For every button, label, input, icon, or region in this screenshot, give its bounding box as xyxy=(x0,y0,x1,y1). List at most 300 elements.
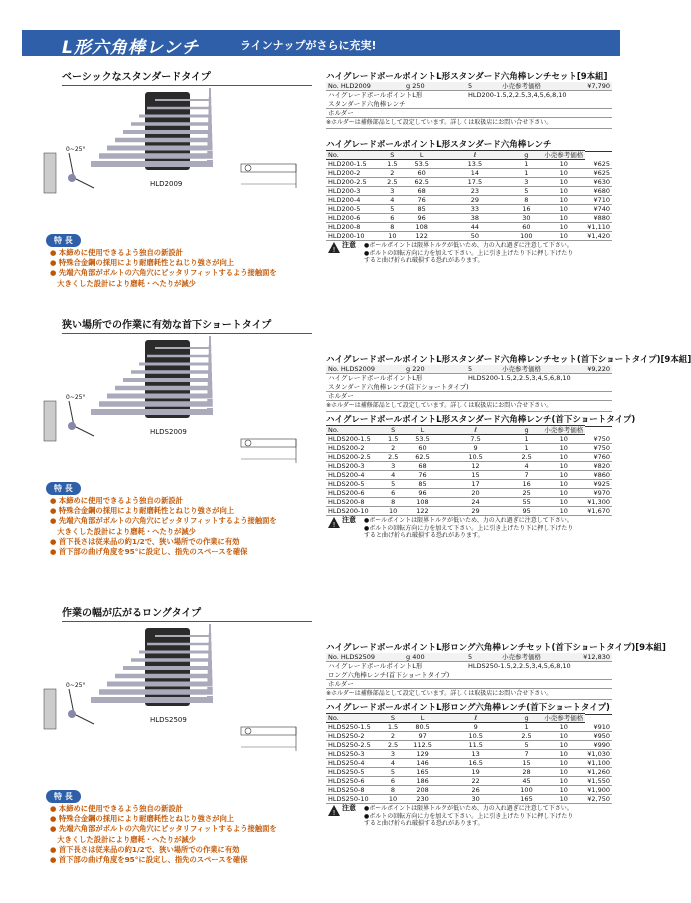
set-note: ※ホルダーは補修部品として設定しています。詳しくは取扱店にお問い合せ下さい。 xyxy=(326,118,612,129)
feature-item: ● 首下長さは従来品の約1/2で、狭い場所での作業に有効 xyxy=(50,536,240,546)
table-row xyxy=(326,750,612,759)
set-note: ※ホルダーは補修部品として設定しています。詳しくは取扱店にお問い合せ下さい。 xyxy=(326,401,612,412)
set-qty: 5 xyxy=(468,365,473,373)
table-row xyxy=(326,768,612,777)
table-cell: HLDS250-4 xyxy=(326,759,381,768)
table-cell: ¥680 xyxy=(585,187,612,196)
set-contents: HLDS250-1.5,2,2.5,3,4,5,6,8,10 xyxy=(468,662,571,670)
table-cell: 6 xyxy=(381,489,404,498)
table-cell: 13 xyxy=(441,750,511,759)
col-header: ℓ xyxy=(441,714,511,723)
table-cell: 10 xyxy=(542,777,585,786)
table-cell: 10 xyxy=(542,471,585,480)
table-row xyxy=(326,444,612,453)
table-cell: HLDS200-5 xyxy=(326,480,381,489)
col-header: 小売参考価格 xyxy=(542,426,585,435)
table-cell: 3 xyxy=(381,462,404,471)
table-cell: 122 xyxy=(404,232,439,241)
table-cell: HLD200-3 xyxy=(326,187,381,196)
table-cell: 10 xyxy=(381,232,404,241)
table-cell: ¥1,110 xyxy=(587,223,610,231)
dimension-drawing xyxy=(236,433,316,475)
table-row xyxy=(326,232,612,241)
table-cell: 10 xyxy=(542,453,585,462)
set-number: No. HLD2009 xyxy=(328,82,371,90)
table-cell: 53.5 xyxy=(404,160,439,169)
table-cell: 96 xyxy=(404,214,439,223)
table-cell: HLDS250-5 xyxy=(326,768,381,777)
price-label: 小売参考価格 xyxy=(502,82,541,90)
table-cell: ¥750 xyxy=(585,444,612,453)
feature-badge: 特 長 xyxy=(46,482,81,495)
table-row xyxy=(326,187,612,196)
table-cell: 2 xyxy=(381,169,404,178)
set-desc1: ハイグレードボールポイントL形 xyxy=(328,91,423,99)
table-cell: 2 xyxy=(381,444,404,453)
wrench-set-image xyxy=(90,332,240,427)
table-header xyxy=(326,714,612,723)
table-cell: 5 xyxy=(381,480,404,489)
table-cell: ¥760 xyxy=(585,453,612,462)
table-cell: 4 xyxy=(381,471,404,480)
table-cell: 8 xyxy=(381,786,404,795)
caution-icon xyxy=(328,805,340,818)
table-cell: HLDS250-1.5 xyxy=(326,723,381,732)
table-cell: HLD200-6 xyxy=(326,214,381,223)
feature-item: 大きくした設計により磨耗・へたりが減少 xyxy=(57,834,196,844)
table-cell: ¥990 xyxy=(585,741,612,750)
table-cell: 38 xyxy=(439,214,510,223)
col-header: g xyxy=(511,714,542,723)
page-subtitle: ラインナップがさらに充実! xyxy=(240,39,377,52)
set-price: ¥9,220 xyxy=(587,365,610,373)
table-cell: 10 xyxy=(542,750,585,759)
table-cell: ¥750 xyxy=(585,435,612,444)
table-row xyxy=(326,196,612,205)
table-cell: 108 xyxy=(405,498,440,507)
table-cell: 230 xyxy=(405,795,441,804)
table-cell: 100 xyxy=(511,786,542,795)
table-cell: ¥860 xyxy=(585,471,612,480)
set-price: ¥12,830 xyxy=(583,653,610,661)
table-cell: 24 xyxy=(440,498,511,507)
feature-item: ● 特殊合金鋼の採用により耐磨耗性とねじり強さが向上 xyxy=(50,258,235,268)
set-contents: HLDS200-1.5,2,2.5,3,4,5,6,8,10 xyxy=(468,374,571,382)
table-wrap xyxy=(326,150,612,241)
col-header: g xyxy=(511,151,543,160)
table-cell: ¥1,300 xyxy=(587,498,610,506)
table-cell: 10 xyxy=(542,759,585,768)
table-cell: 8 xyxy=(381,498,404,507)
table-cell: HLD200-2 xyxy=(326,169,381,178)
table-cell: 10.5 xyxy=(440,453,511,462)
angle-diagram xyxy=(44,684,104,736)
feature-badge: 特 長 xyxy=(46,790,81,803)
table-cell: ¥1,100 xyxy=(587,759,610,767)
table-cell: 9 xyxy=(440,444,511,453)
table-cell: ¥910 xyxy=(585,723,612,732)
table-cell: 45 xyxy=(511,777,542,786)
table-title: ハイグレードボールポイントL形ロング六角棒レンチ(首下ショートタイプ) xyxy=(326,701,612,715)
table-cell: 4 xyxy=(381,759,404,768)
table-cell: 60 xyxy=(404,169,439,178)
table-cell: HLDS250-2.5 xyxy=(326,741,381,750)
table-cell: 10 xyxy=(381,795,404,804)
feature-badge: 特 長 xyxy=(46,234,81,247)
photo-label: HLD2009 xyxy=(150,180,183,188)
table-cell: 2 xyxy=(381,732,404,741)
table-cell: 6 xyxy=(381,777,404,786)
table-title: ハイグレードボールポイントL形スタンダード六角棒レンチ xyxy=(326,138,612,152)
feature-item: ● 本締めに使用できるよう独自の新設計 xyxy=(50,804,183,813)
table-cell: 28 xyxy=(511,768,542,777)
table-row xyxy=(326,462,612,471)
table-cell: HLD200-4 xyxy=(326,196,381,205)
table-cell: ¥740 xyxy=(585,205,612,214)
table-cell: HLDS200-3 xyxy=(326,462,381,471)
table-cell: HLDS250-6 xyxy=(326,777,381,786)
caution-label: 注意 xyxy=(342,241,356,249)
feature-item: ● 先端六角部がボルトの六角穴にピッタリフィットするよう接触面を xyxy=(50,516,277,526)
caution-icon xyxy=(328,517,340,530)
table-cell: 1 xyxy=(511,169,543,178)
table-cell: 19 xyxy=(441,768,511,777)
table-row xyxy=(326,223,612,232)
caution-text: ●ボールポイントは限界トルクが低いため、力の入れ過ぎに注意して下さい。 ●ボルトの回転方向に力を加えて下さい。上に引き上げたり下に押し下げたり すると曲げ折られ破損する恐れがあります。 xyxy=(364,805,574,827)
dimension-drawing xyxy=(236,721,316,763)
table-cell: ¥1,030 xyxy=(587,750,610,758)
table-cell: 62.5 xyxy=(405,453,440,462)
table-cell: 76 xyxy=(404,196,439,205)
set-info xyxy=(326,82,612,129)
table-cell: HLDS250-3 xyxy=(326,750,381,759)
table-row xyxy=(326,214,612,223)
table-row xyxy=(326,489,612,498)
table-cell: 5 xyxy=(381,205,404,214)
col-header: 小売参考価格 xyxy=(542,151,585,160)
table-cell: 29 xyxy=(439,196,510,205)
svg-text:!: ! xyxy=(332,521,336,529)
table-cell: ¥820 xyxy=(585,462,612,471)
page-header xyxy=(22,30,620,56)
table-cell: 50 xyxy=(439,232,510,241)
table-cell: 10 xyxy=(542,205,585,214)
table-row xyxy=(326,205,612,214)
table-cell: HLD200-2.5 xyxy=(326,178,381,187)
table-cell: 62.5 xyxy=(404,178,439,187)
table-row xyxy=(326,480,612,489)
table-cell: 30 xyxy=(511,214,543,223)
table-cell: 5 xyxy=(511,741,542,750)
feature-item: 大きくした設計により磨耗・へたりが減少 xyxy=(57,278,196,288)
table-cell: HLD200-10 xyxy=(326,232,381,241)
table-cell: 10 xyxy=(542,741,585,750)
table-row xyxy=(326,777,612,786)
table-cell: 10 xyxy=(542,169,585,178)
col-header: No. xyxy=(326,714,381,723)
feature-item: ● 首下長さは従来品の約1/2で、狭い場所での作業に有効 xyxy=(50,844,240,854)
table-cell: HLDS200-1.5 xyxy=(326,435,381,444)
table-cell: 12 xyxy=(440,462,511,471)
set-desc2: スタンダード六角棒レンチ xyxy=(328,100,406,108)
table-cell: 60 xyxy=(511,223,543,232)
table-cell: HLDS200-2 xyxy=(326,444,381,453)
spec-table xyxy=(326,150,612,241)
table-cell: 11.5 xyxy=(441,741,511,750)
set-info xyxy=(326,653,612,700)
table-cell: 2.5 xyxy=(381,741,404,750)
table-cell: 10 xyxy=(542,489,585,498)
table-row xyxy=(326,732,612,741)
feature-item: ● 特殊合金鋼の採用により耐磨耗性とねじり強さが向上 xyxy=(50,506,235,516)
spec-table xyxy=(326,425,612,516)
table-cell: 10 xyxy=(542,786,585,795)
set-contents: HLD200-1.5,2,2.5,3,4,5,6,8,10 xyxy=(468,91,567,99)
table-cell: 80.5 xyxy=(405,723,441,732)
table-cell: 122 xyxy=(405,507,440,516)
table-cell: 1 xyxy=(511,723,542,732)
table-cell: 10 xyxy=(542,232,585,241)
table-cell: 10 xyxy=(542,732,585,741)
table-row xyxy=(326,723,612,732)
photo-label: HLDS2009 xyxy=(150,428,187,436)
table-cell: 8 xyxy=(381,223,404,232)
svg-text:!: ! xyxy=(332,246,336,254)
table-cell: 44 xyxy=(439,223,510,232)
set-holder: ホルダー xyxy=(328,109,354,117)
col-header: 小売参考価格 xyxy=(542,714,585,723)
caution-label: 注意 xyxy=(342,516,356,524)
table-cell: 6 xyxy=(381,214,404,223)
table-cell: 68 xyxy=(404,187,439,196)
table-cell: 97 xyxy=(405,732,441,741)
table-row xyxy=(326,741,612,750)
table-cell: 4 xyxy=(381,196,404,205)
table-cell: 10 xyxy=(542,160,585,169)
table-cell: 15 xyxy=(440,471,511,480)
product-photo xyxy=(90,332,240,429)
table-cell: 10 xyxy=(542,507,585,516)
angle-diagram xyxy=(44,396,104,448)
table-cell: 10 xyxy=(542,462,585,471)
caution-text: ●ボールポイントは限界トルクが低いため、力の入れ過ぎに注意して下さい。 ●ボルトの回転方向に力を加えて下さい。上に引き上げたり下に押し下げたり すると曲げ折られ破損する恐れがあります。 xyxy=(364,517,574,539)
table-cell: 7 xyxy=(511,471,542,480)
table-cell: 8 xyxy=(511,196,543,205)
table-cell: 10 xyxy=(542,723,585,732)
table-row xyxy=(326,435,612,444)
table-cell: ¥1,670 xyxy=(587,507,610,515)
table-cell: HLD200-1.5 xyxy=(326,160,381,169)
table-cell: 85 xyxy=(404,205,439,214)
table-cell: 2.5 xyxy=(381,453,404,462)
table-cell: 26 xyxy=(441,786,511,795)
caution-text: ●ボールポイントは限界トルクが低いため、力の入れ過ぎに注意して下さい。 ●ボルトの回転方向に力を加えて下さい。上に引き上げたり下に押し下げたり すると曲げ折られ破損する恐れがあります。 xyxy=(364,242,574,264)
angle-diagram xyxy=(44,148,104,200)
col-header: No. xyxy=(326,426,381,435)
feature-item: ● 先端六角部がボルトの六角穴にピッタリフィットするよう接触面を xyxy=(50,824,277,834)
table-row xyxy=(326,471,612,480)
table-cell: 10 xyxy=(381,507,404,516)
table-cell: ¥630 xyxy=(585,178,612,187)
angle-label: 0~25° xyxy=(66,682,86,689)
table-cell: HLDS200-6 xyxy=(326,489,381,498)
set-weight: g 220 xyxy=(406,365,425,373)
set-weight: g 400 xyxy=(406,653,425,661)
set-title: ハイグレードボールポイントL形スタンダード六角棒レンチセット[9本組] xyxy=(326,70,612,84)
table-row xyxy=(326,507,612,516)
table-wrap xyxy=(326,425,612,516)
table-cell: ¥1,550 xyxy=(587,777,610,785)
table-cell: 10 xyxy=(542,480,585,489)
table-cell: 14 xyxy=(439,169,510,178)
table-cell: 3 xyxy=(381,750,404,759)
table-row xyxy=(326,795,612,804)
table-cell: 208 xyxy=(405,786,441,795)
product-photo xyxy=(90,84,240,181)
col-header: ℓ xyxy=(440,426,511,435)
section-title: ベーシックなスタンダードタイプ xyxy=(62,68,312,86)
table-cell: 10 xyxy=(542,223,585,232)
set-desc1: ハイグレードボールポイントL形 xyxy=(328,374,423,382)
col-header: L xyxy=(405,426,440,435)
table-cell: 22 xyxy=(441,777,511,786)
table-cell: 2.5 xyxy=(381,178,404,187)
table-cell: ¥880 xyxy=(585,214,612,223)
table-cell: 129 xyxy=(405,750,441,759)
table-cell: 1 xyxy=(511,435,542,444)
set-desc2: スタンダード六角棒レンチ(首下ショートタイプ) xyxy=(328,383,469,391)
table-cell: 165 xyxy=(511,795,542,804)
table-wrap xyxy=(326,713,612,804)
table-cell: 20 xyxy=(440,489,511,498)
table-cell: 1 xyxy=(511,160,543,169)
table-row xyxy=(326,498,612,507)
table-cell: 17.5 xyxy=(439,178,510,187)
table-cell: HLD200-5 xyxy=(326,205,381,214)
page-title: L形六角棒レンチ xyxy=(62,38,200,58)
table-cell: HLDS250-2 xyxy=(326,732,381,741)
table-cell: 10 xyxy=(542,187,585,196)
feature-item: ● 先端六角部がボルトの六角穴にピッタリフィットするよう接触面を xyxy=(50,268,277,278)
table-cell: ¥625 xyxy=(585,160,612,169)
table-cell: 76 xyxy=(405,471,440,480)
table-cell: ¥625 xyxy=(585,169,612,178)
set-info xyxy=(326,365,612,412)
table-cell: 16.5 xyxy=(441,759,511,768)
table-cell: 13.5 xyxy=(439,160,510,169)
table-cell: ¥1,260 xyxy=(587,768,610,776)
table-cell: 146 xyxy=(405,759,441,768)
table-cell: HLD200-8 xyxy=(326,223,381,232)
table-cell: 10 xyxy=(542,444,585,453)
table-cell: 30 xyxy=(441,795,511,804)
set-number: No. HLDS2509 xyxy=(328,653,376,661)
table-cell: 10 xyxy=(542,178,585,187)
table-row xyxy=(326,169,612,178)
table-cell: 186 xyxy=(405,777,441,786)
col-header: L xyxy=(405,714,441,723)
table-cell: 85 xyxy=(405,480,440,489)
table-cell: 10 xyxy=(542,214,585,223)
table-cell: 15 xyxy=(511,759,542,768)
table-row xyxy=(326,786,612,795)
table-cell: 10 xyxy=(542,435,585,444)
table-row xyxy=(326,178,612,187)
table-title: ハイグレードボールポイントL形スタンダード六角棒レンチ(首下ショートタイプ) xyxy=(326,415,636,425)
table-header xyxy=(326,151,612,160)
table-cell: ¥925 xyxy=(585,480,612,489)
table-cell: 17 xyxy=(440,480,511,489)
table-cell: 29 xyxy=(440,507,511,516)
section-title: 作業の幅が広がるロングタイプ xyxy=(62,604,312,622)
table-cell: 7.5 xyxy=(440,435,511,444)
table-cell: 108 xyxy=(404,223,439,232)
table-cell: 96 xyxy=(405,489,440,498)
table-cell: 68 xyxy=(405,462,440,471)
table-header xyxy=(326,426,612,435)
feature-item: ● 首下部の曲げ角度を95°に設定し、指先のスペースを確保 xyxy=(50,855,248,864)
set-qty: 5 xyxy=(468,653,473,661)
table-cell: ¥710 xyxy=(585,196,612,205)
table-cell: 10 xyxy=(542,498,585,507)
col-header: g xyxy=(511,426,542,435)
feature-item: ● 本締めに使用できるよう独自の新設計 xyxy=(50,248,183,257)
table-cell: 33 xyxy=(439,205,510,214)
table-cell: 95 xyxy=(511,507,542,516)
table-cell: 2.5 xyxy=(511,732,542,741)
caution-icon xyxy=(328,242,340,255)
table-cell: 1.5 xyxy=(381,723,404,732)
col-header: S xyxy=(381,426,404,435)
set-desc1: ハイグレードボールポイントL形 xyxy=(328,662,423,670)
set-number: No. HLDS2009 xyxy=(328,365,376,373)
table-cell: 7 xyxy=(511,750,542,759)
feature-item: ● 特殊合金鋼の採用により耐磨耗性とねじり強さが向上 xyxy=(50,814,235,824)
table-cell: 1.5 xyxy=(381,160,404,169)
section-title: 狭い場所での作業に有効な首下ショートタイプ xyxy=(62,316,312,334)
col-header: L xyxy=(404,151,439,160)
table-cell: 53.5 xyxy=(405,435,440,444)
table-cell: HLDS250-8 xyxy=(326,786,381,795)
table-cell: 25 xyxy=(511,489,542,498)
set-title: ハイグレードボールポイントL形スタンダード六角棒レンチセット(首下ショートタイプ)[9本組] xyxy=(326,355,691,365)
photo-label: HLDS2509 xyxy=(150,716,187,724)
table-cell: ¥2,750 xyxy=(587,795,610,803)
price-label: 小売参考価格 xyxy=(502,365,541,373)
table-cell: 9 xyxy=(441,723,511,732)
table-cell: 5 xyxy=(511,187,543,196)
set-weight: g 250 xyxy=(406,82,425,90)
table-cell: 1.5 xyxy=(381,435,404,444)
table-cell: 55 xyxy=(511,498,542,507)
feature-item: ● 首下部の曲げ角度を95°に設定し、指先のスペースを確保 xyxy=(50,547,248,556)
table-cell: ¥970 xyxy=(585,489,612,498)
spec-table xyxy=(326,713,612,804)
table-cell: 60 xyxy=(405,444,440,453)
table-row xyxy=(326,453,612,462)
caution-label: 注意 xyxy=(342,804,356,812)
price-label: 小売参考価格 xyxy=(502,653,541,661)
table-cell: 10.5 xyxy=(441,732,511,741)
table-cell: ¥1,900 xyxy=(587,786,610,794)
table-cell: 112.5 xyxy=(405,741,441,750)
wrench-set-image xyxy=(90,84,240,179)
table-cell: 23 xyxy=(439,187,510,196)
set-qty: 5 xyxy=(468,82,473,90)
set-holder: ホルダー xyxy=(328,680,354,688)
set-holder: ホルダー xyxy=(328,392,354,400)
set-price: ¥7,790 xyxy=(587,82,610,90)
